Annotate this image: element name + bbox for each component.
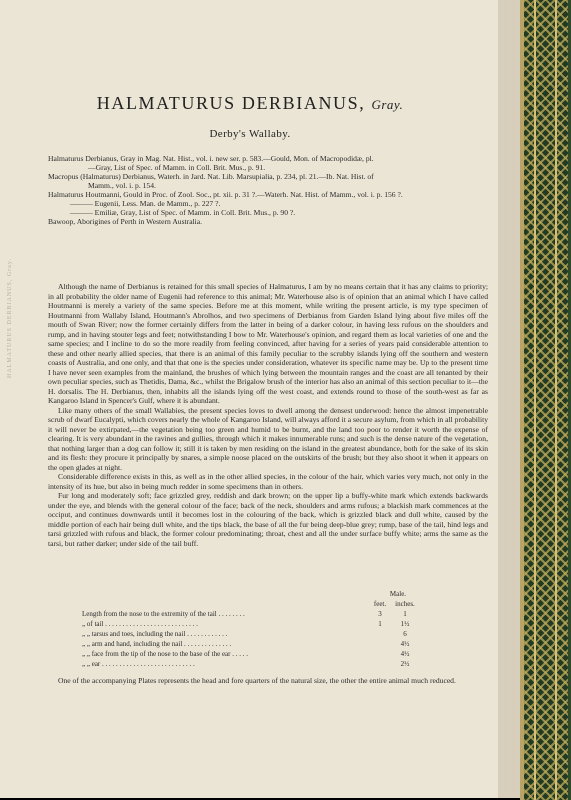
spine-ornament (523, 0, 568, 800)
synonym-line: —Gray, List of Spec. of Mamm. in Coll. Brit. Mus., p. 91. (88, 163, 266, 172)
body-paragraph: Although the name of Derbianus is retained for this small species of Halmaturus, I am by no means certain that it has any claims to priority; in all probability the older name of Eugenii had reference to this animal; Mr. Waterhouse also is of opinion that an animal which I have called Houtmanni is merely a variety of the same species. Before me at this moment, while writing the present article, is my type specimen of Houtmanni from Wallaby Island, Houtmann's Abrolhos, and two specimens of Derbianus from Garden Island lying about five miles off the mouth of Swan River; now the former certainly differs from the latter in being of a darker colour, in having less rufous on the shoulders and rump, and in having stouter legs and feet; notwithstanding I bow to Mr. Waterhouse's opinion, and regard them as local varieties of one and the same species; and I incline to do so the more readily from feeling convinced, after having for a series of years paid considerable attention to these and other nearly allied species, that there is an animal of this family peculiar to the scrubby islands lying off the southern and western coasts of Australia, and one only, and that that one is the species under consideration, whatever its specific name may be. Up to the present time I have never seen examples from the mainland, the brushes of which lying between the mountain ranges and the coast are all tenanted by their own peculiar species, such as Thetidis, Dama, &c., whilst the Brigalow brush of the interior has also an animal of this section peculiar to it—the H. dorsalis. The H. Derbianus, then, inhabits all the islands lying off the west coast, and extends round to those of the south-west as far as Kangaroo Island in Spencer's Gulf, where it is abundant. (48, 282, 488, 405)
synonym-line: Halmaturus Houtmanni, Gould in Proc. of Zool. Soc., pt. xii. p. 31 ?.—Waterh. Nat. Hist. of Mamm., vol. i. p. 156 ?. (48, 190, 403, 199)
measurement-label: „ „ face from the tip of the nose to the base of the ear . . . . . (82, 650, 248, 658)
synonym-line: Macropus (Halmaturus) Derbianus, Waterh. in Jard. Nat. Lib. Marsupialia, p. 234, pl. 21.—Ib. Nat. Hist. of (48, 172, 374, 181)
book-spine (520, 0, 571, 800)
measurement-inches: 1½ (400, 620, 410, 628)
measurement-label: „ „ arm and hand, including the nail . . . . . . . . . . . . . . (82, 640, 232, 648)
measurement-row (48, 650, 488, 660)
measurement-inches: 4½ (400, 650, 410, 658)
synonym-line: ——— Emiliæ, Gray, List of Spec. of Mamm. in Coll. Brit. Mus., p. 90 ?. (70, 208, 296, 217)
body-text (48, 282, 488, 548)
spine-gilt-rule (534, 0, 536, 800)
column-header-male: Male. (389, 590, 407, 598)
title-author: Gray. (371, 97, 404, 112)
spine-gilt-rule (555, 0, 557, 800)
measurement-inches: 1 (403, 610, 407, 618)
measurements-header (48, 590, 488, 600)
synonym-line: Mamm., vol. i. p. 154. (88, 181, 156, 190)
body-paragraph: Considerable difference exists in this, as well as in the other allied species, in the colour of the hair, which varies very much, not only in the intensity of its hue, but also in being much redder in some specimens than in others. (48, 472, 488, 491)
spine-gilt-border (520, 0, 524, 800)
body-paragraph: Like many others of the small Wallabies, the present species loves to dwell among the densest underwood: hence the almost impenetrable scrub of dwarf Eucalypti, which covers nearly the whole of Kangaroo Island, will always afford it a secure asylum, from which in all probability it will never be extirpated,—the vegetation being too green and humid to be burnt, and the land too poor to render it worth the expense of clearing. It is very abundant in the ravines and gullies, through which it makes innumerable runs; and such is the dense nature of the vegetation, that nothing larger than a dog can follow it; still it is taken by men residing on the island in the greatest abundance, both for the sake of its skin and its flesh: they procure it principally by snares, a simple noose placed on the outskirts of the brush; but they also shoot it when it appears on the open glades at night. (48, 405, 488, 472)
title-genus-species: HALMATURUS DERBIANUS, (96, 93, 366, 113)
measurement-row (48, 640, 488, 650)
unit-feet: feet. (373, 600, 387, 608)
measurement-row (48, 610, 488, 620)
synonym-line: Bawoop, Aborigines of Perth in Western Australia. (48, 217, 203, 226)
measurements-units (48, 600, 488, 610)
page-block-edge (498, 0, 520, 798)
common-name: Derby's Wallaby. (209, 128, 291, 140)
measurement-feet: 1 (378, 620, 382, 628)
page-title (0, 93, 500, 114)
measurement-row (48, 660, 488, 670)
measurement-feet: 3 (378, 610, 382, 618)
measurement-inches: 6 (403, 630, 407, 638)
measurement-inches: 2½ (400, 660, 410, 668)
measurement-row (48, 620, 488, 630)
measurement-label: „ „ tarsus and toes, including the nail . . . . . . . . . . . . (82, 630, 228, 638)
measurement-inches: 4½ (400, 640, 410, 648)
measurement-label: „ „ ear . . . . . . . . . . . . . . . . . . . . . . . . . . . (82, 660, 195, 668)
body-paragraph: Fur long and moderately soft; face grizzled grey, reddish and dark brown; on the upper lip a buffy-white mark which extends backwards under the eye, and blends with the general colour of the face; back of the neck, shoulders and arms rufous; a blackish mark commences at the occiput, and continues downwards until it becomes lost in the colouring of the back, which is grizzled black and dull white, caused by the middle portion of each hair being dull white, and the tips black, the base of all the fur being deep-blue grey; rump, base of the tail, hind legs and tarsi grizzled with rufous and black, the former colour predominating; throat, chest and all the under surface buffy white; arms the same as the tarsi, but rather darker; under side of the tail buff. (48, 491, 488, 548)
gutter-show-through-text: HALMATURUS DERBIANUS, Gray. (7, 258, 13, 378)
measurement-label: Length from the nose to the extremity of the tail . . . . . . . . (82, 610, 245, 618)
measurement-label: „ of tail . . . . . . . . . . . . . . . . . . . . . . . . . . . (82, 620, 198, 628)
unit-inches: inches. (395, 600, 415, 608)
measurement-row (48, 630, 488, 640)
synonym-line: ——— Eugenii, Less. Man. de Mamm., p. 227 ?. (70, 199, 221, 208)
synonym-line: Halmaturus Derbianus, Gray in Mag. Nat. Hist., vol. i. new ser. p. 583.—Gould, Mon. of Macropodidæ, pl. (48, 154, 374, 163)
closing-paragraph: One of the accompanying Plates represents the head and fore quarters of the natural size, the other the entire animal much reduced. (58, 676, 456, 685)
